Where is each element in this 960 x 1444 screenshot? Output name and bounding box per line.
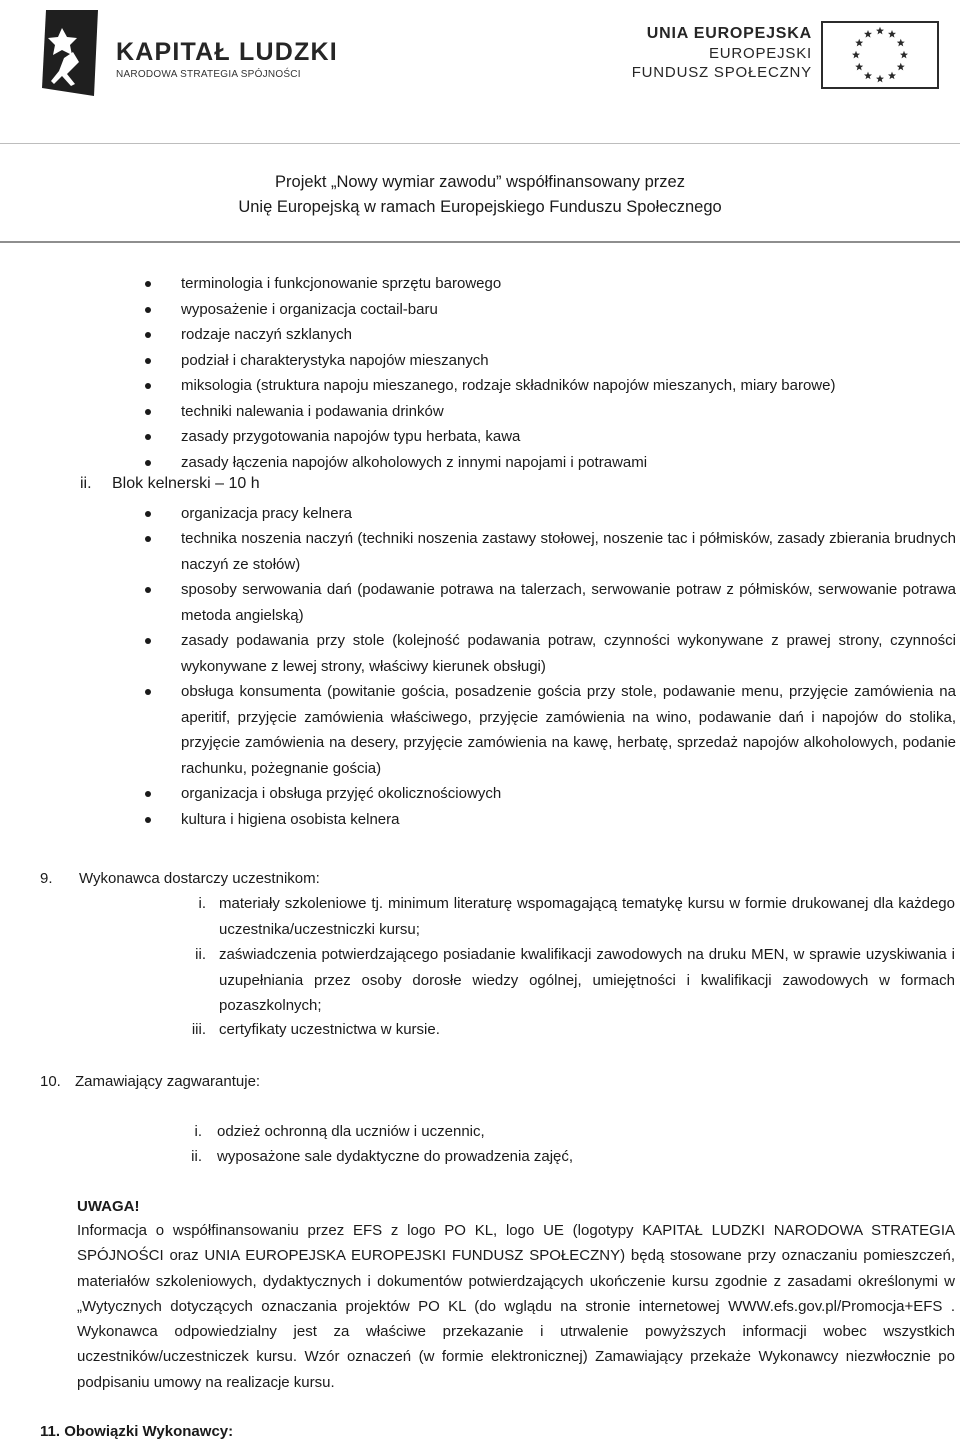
item-numeral: ii. (195, 946, 206, 963)
kapital-ludzki-subtitle: NARODOWA STRATEGIA SPÓJNOŚCI (116, 69, 301, 80)
bullet-icon (145, 409, 151, 415)
list-item: zasady przygotowania napojów typu herbata, kawa (0, 424, 956, 450)
kapital-ludzki-mark-icon (36, 8, 106, 98)
project-heading-line2: Unię Europejską w ramach Europejskiego Funduszu Społecznego (238, 198, 722, 216)
eu-logo-line3: FUNDUSZ SPOŁECZNY (631, 64, 812, 81)
list-item: obsługa konsumenta (powitanie gościa, posadzenie gościa przy stole, podawanie menu, przyjęcie zamówienia na aperitif, przyjęcie zamówienia właściwego, przyjęcie zamówienia na wino, podawanie dań i napojów do stolika, przyjęcie zamówienia na desery, przyjęcie zamówienia na kawę, herbatę, sprzedaż napojów alkoholowych, podanie rachunku, pożegnanie gościa) (0, 679, 956, 781)
item-text: odzież ochronną dla uczniów i uczennic, (217, 1123, 485, 1140)
list-item: technika noszenia naczyń (techniki noszenia zastawy stołowej, noszenie tac i półmisków, zasady zbierania brudnych naczyń ze stołów) (0, 526, 956, 577)
bullet-icon (145, 638, 151, 644)
section-10-item-2 (0, 1144, 960, 1170)
kapital-ludzki-logo (36, 8, 338, 104)
bullet-icon (145, 434, 151, 440)
list-item: organizacja i obsługa przyjęć okolicznościowych (0, 781, 956, 807)
bullet-icon (145, 460, 151, 466)
bullet-icon (145, 332, 151, 338)
bullet-icon (145, 817, 151, 823)
section-9-item-3 (0, 1017, 960, 1043)
list-item: terminologia i funkcjonowanie sprzętu barowego (0, 271, 956, 297)
block-ii-title: Blok kelnerski – 10 h (112, 475, 260, 492)
bullet-icon (145, 791, 151, 797)
bullet-icon (145, 383, 151, 389)
project-heading (0, 170, 960, 220)
list-item: rodzaje naczyń szklanych (0, 322, 956, 348)
bullet-icon (145, 358, 151, 364)
eu-logo-line1: UNIA EUROPEJSKA (646, 25, 812, 42)
list-item: podział i charakterystyka napojów mieszanych (0, 348, 956, 374)
bullet-icon (145, 689, 151, 695)
item-text: wyposażone sale dydaktyczne do prowadzenia zajęć, (217, 1148, 574, 1165)
section-9-number: 9. (40, 870, 53, 887)
list-item: miksologia (struktura napoju mieszanego, rodzaje składników napojów mieszanych, miary barowe) (0, 373, 956, 399)
list-item: zasady podawania przy stole (kolejność podawania potraw, czynności wykonywane z prawej strony, czynności wykonywane z lewej strony, właściwy kierunek obsługi) (0, 628, 956, 679)
block-ii-numeral: ii. (80, 475, 92, 492)
eu-logo-text (632, 24, 812, 82)
item-numeral: iii. (191, 1021, 206, 1038)
list-item: sposoby serwowania dań (podawanie potrawa na talerzach, serwowanie potraw z półmisków, serwowanie potrawa metoda angielską) (0, 577, 956, 628)
list-item: zasady łączenia napojów alkoholowych z innymi napojami i potrawami (0, 450, 956, 476)
block-ii-heading (0, 475, 960, 501)
project-heading-line1: Projekt „Nowy wymiar zawodu” współfinansowany przez (275, 173, 685, 191)
list-item: organizacja pracy kelnera (0, 501, 956, 527)
list-item: wyposażenie i organizacja coctail-baru (0, 297, 956, 323)
section-10-item-1 (0, 1119, 960, 1145)
item-numeral: i. (198, 895, 206, 912)
section-9-title: Wykonawca dostarczy uczestnikom: (79, 870, 320, 887)
bullet-icon (145, 511, 151, 517)
notice-title: UWAGA! (77, 1198, 140, 1215)
bullet-icon (145, 307, 151, 313)
header-divider-bottom (0, 241, 960, 243)
header-divider-top (0, 143, 960, 144)
section-11-title: 11. Obowiązki Wykonawcy: (40, 1423, 234, 1440)
item-text: certyfikaty uczestnictwa w kursie. (219, 1021, 440, 1038)
item-numeral: ii. (191, 1148, 202, 1165)
eu-logo (631, 20, 940, 90)
bullet-icon (145, 281, 151, 287)
bullet-icon (145, 536, 151, 542)
item-text: zaświadczenia potwierdzającego posiadanie kwalifikacji zawodowych na druku MEN, w sprawie uzyskiwania i uzupełniania przez osoby dorosłe wiedzy ogólnej, umiejętności i kwalifikacji zawodowych w formach pozaszkolnych; (219, 946, 955, 1014)
notice-text: Informacja o współfinansowaniu przez EFS z logo PO KL, logo UE (logotypy KAPITAŁ LUDZKI NARODOWA STRATEGIA SPÓJNOŚCI oraz UNIA EUROPEJSKA EUROPEJSKI FUNDUSZ SPOŁECZNY) będą stosowane przy oznaczaniu pomieszczeń, materiałów szkoleniowych, dydaktycznych i dokumentów potwierdzających ukończenie kursu zgodnie z zasadami określonymi w „Wytycznych dotyczących oznaczania projektów PO KL (do wglądu na stronie internetowej WWW.efs.gov.pl/Promocja+EFS . Wykonawca odpowiedzialny jest za właściwe przekazanie i utrwalenie powyższych informacji wobec wszystkich uczestników/uczestniczek kursu. Wzór oznaczeń (w formie elektronicznej) Zamawiający przekaże Wykonawcy niezwłocznie po podpisaniu umowy na realizacje kursu. (77, 1222, 955, 1391)
section-9-item-2 (0, 942, 960, 1020)
item-text: materiały szkoleniowe tj. minimum literaturę wspomagającą tematykę kursu w formie drukowanej dla każdego uczestnika/uczestniczki kursu; (219, 895, 955, 938)
list-item: techniki nalewania i podawania drinków (0, 399, 956, 425)
kapital-ludzki-title: KAPITAŁ LUDZKI (116, 38, 338, 66)
eu-logo-line2: EUROPEJSKI (708, 45, 812, 62)
course-content-list (0, 271, 960, 832)
list-item: kultura i higiena osobista kelnera (0, 807, 956, 833)
eu-flag-icon (820, 20, 940, 90)
bullet-icon (145, 587, 151, 593)
item-numeral: i. (194, 1123, 202, 1140)
section-10-number: 10. (40, 1073, 61, 1090)
section-10-title: Zamawiający zagwarantuje: (75, 1073, 261, 1090)
section-9-item-1 (0, 891, 960, 943)
